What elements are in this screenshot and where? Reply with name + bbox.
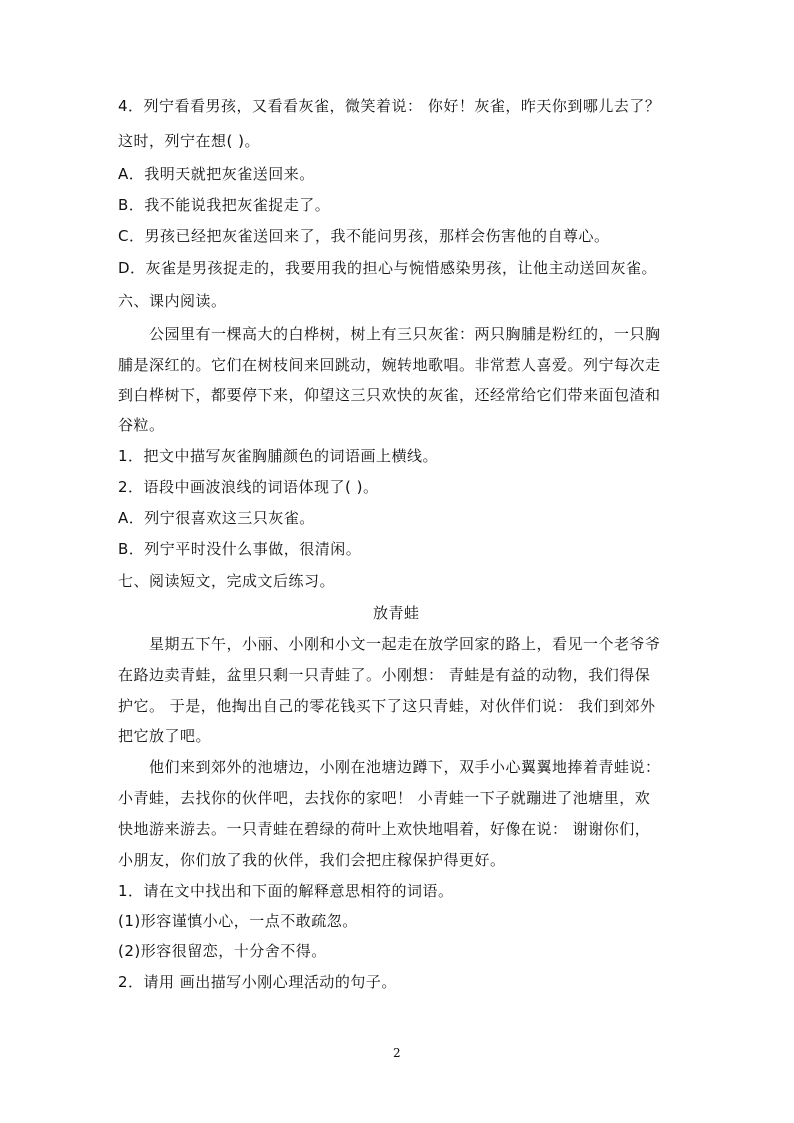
page-number: 2 [393,1046,401,1060]
section-6-option-b: B．列宁平时没什么事做，很清闲。 [118,540,362,558]
story-line-4: 把它放了吧。 [118,727,212,745]
section-6-option-a: A．列宁很喜欢这三只灰雀。 [118,509,315,527]
option-d: D．灰雀是男孩捉走的，我要用我的担心与惋惜感染男孩，让他主动送回灰雀。 [118,259,658,277]
story-line-7: 快地游来游去。一只青蛙在碧绿的荷叶上欢快地唱着，好像在说： 谢谢你们， [118,820,651,838]
story-line-6: 小青蛙，去找你的伙伴吧，去找你的家吧！ 小青蛙一下子就蹦进了池塘里，欢 [118,789,651,807]
story-line-1: 星期五下午，小丽、小刚和小文一起走在放学回家的路上，看见一个老爷爷 [118,635,661,653]
option-b: B．我不能说我把灰雀捉走了。 [118,196,331,214]
section-7-question-1-part-2: (2)形容很留恋，十分舍不得。 [118,942,327,960]
question-4-line-1: 4．列宁看看男孩，又看看灰雀，微笑着说： 你好！灰雀，昨天你到哪儿去了？ [118,97,661,115]
option-a: A．我明天就把灰雀送回来。 [118,165,315,183]
story-title: 放青蛙 [373,604,420,622]
question-4-line-2: 这时，列宁在想( )。 [118,132,260,150]
section-7-heading: 七、阅读短文，完成文后练习。 [118,572,336,590]
story-line-5: 他们来到郊外的池塘边，小刚在池塘边蹲下，双手小心翼翼地捧着青蛙说： [118,758,661,776]
passage-line-4: 谷粒。 [118,416,165,434]
passage-line-1: 公园里有一棵高大的白桦树，树上有三只灰雀：两只胸脯是粉红的，一只胸 [118,325,661,343]
section-6-heading: 六、课内阅读。 [118,292,227,310]
story-line-2: 在路边卖青蛙，盆里只剩一只青蛙了。小刚想： 青蛙是有益的动物，我们得保 [118,666,651,684]
section-7-question-2: 2．请用 画出描写小刚心理活动的句子。 [118,973,397,991]
section-6-question-2: 2．语段中画波浪线的词语体现了( )。 [118,478,379,496]
section-7-question-1: 1．请在文中找出和下面的解释意思相符的词语。 [118,882,454,900]
section-7-question-1-part-1: (1)形容谨慎小心，一点不敢疏忽。 [118,912,358,930]
option-c: C．男孩已经把灰雀送回来了，我不能问男孩，那样会伤害他的自尊心。 [118,227,610,245]
story-line-8: 小朋友，你们放了我的伙伴，我们会把庄稼保护得更好。 [118,851,506,869]
passage-line-2: 脯是深红的。它们在树枝间来回跳动，婉转地歌唱。非常惹人喜爱。列宁每次走 [118,356,661,374]
story-line-3: 护它。 于是，他掏出自己的零花钱买下了这只青蛙，对伙伴们说： 我们到郊外 [118,697,656,715]
passage-line-3: 到白桦树下，都要停下来，仰望这三只欢快的灰雀，还经常给它们带来面包渣和 [118,386,661,404]
section-6-question-1: 1．把文中描写灰雀胸脯颜色的词语画上横线。 [118,447,439,465]
